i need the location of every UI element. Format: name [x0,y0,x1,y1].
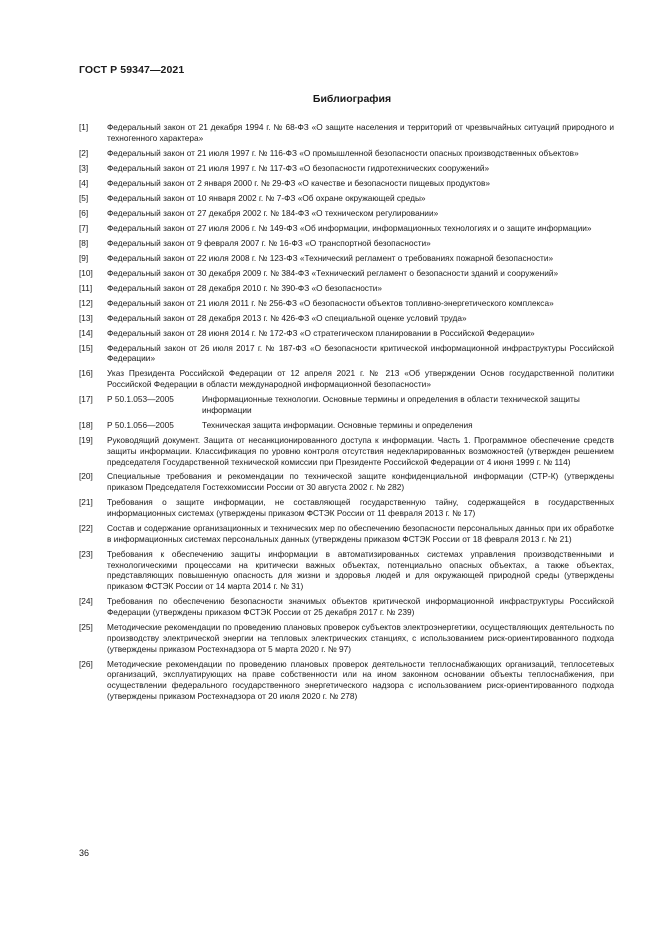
reference-number: [17] [79,394,93,405]
bibliography-item [79,471,614,493]
reference-text: Федеральный закон от 21 июля 1997 г. № 117-ФЗ «О безопасности гидротехнических сооружений» [107,162,490,173]
reference-text: Федеральный закон от 28 декабря 2013 г. № 426-ФЗ «О специальной оценке условий труда» [107,312,467,323]
bibliography-item [79,435,614,467]
reference-number: [8] [79,237,89,248]
bibliography-item [79,268,614,279]
bibliography-item [79,298,614,309]
reference-text: Техническая защита информации. Основные термины и определения [202,419,473,430]
reference-text: Федеральный закон от 10 января 2002 г. № 7-ФЗ «Об охране окружающей среды» [107,192,426,203]
reference-text: Требования о защите информации, не составляющей государственную тайну, содержащейся в государственных информационных системах (утверждены приказом ФСТЭК России от 11 февраля 2013 г. № 17) [107,497,614,519]
reference-text: Федеральный закон от 9 февраля 2007 г. № 16-ФЗ «О транспортной безопасности» [107,237,431,248]
reference-number: [5] [79,192,89,203]
reference-text: Методические рекомендации по проведению плановых проверок деятельности теплоснабжающих организаций, теплосетевых организаций, эксплуатирующих на праве собственности или на ином законном основании объекты теплоснабжения, при осуществлении федерального государственного энергетического надзора с использованием риск-ориентированного подхода (утверждены приказом Ростехнадзора от 20 июля 2020 г. № 278) [107,658,614,701]
reference-number: [25] [79,621,93,632]
bibliography-item [79,343,614,365]
reference-number: [6] [79,207,89,218]
reference-text: Специальные требования и рекомендации по технической защите конфиденциальной информации (СТР-К) (утверждены приказом Председателя Гостехкомиссии России от 30 августа 2002 г. № 282) [107,471,614,493]
bibliography-item [79,420,614,431]
reference-text: Федеральный закон от 21 июля 1997 г. № 116-ФЗ «О промышленной безопасности опасных производственных объектов» [107,147,579,158]
reference-text: Федеральный закон от 22 июля 2008 г. № 123-ФЗ «Технический регламент о требованиях пожарной безопасности» [107,252,554,263]
bibliography-item [79,148,614,159]
bibliography-item [79,313,614,324]
bibliography-item [79,122,614,144]
reference-text: Методические рекомендации по проведению плановых проверок субъектов электроэнергетики, осуществляющих деятельность по производству электрической энергии на тепловых электрических станциях, с использованием риск-ориентированного подхода (утверждены приказом Ростехнадзора от 5 марта 2020 г. № 97) [107,621,614,654]
reference-text: Федеральный закон от 26 июля 2017 г. № 187-ФЗ «О безопасности критической информационной инфраструктуры Российской Федерации» [107,342,614,364]
bibliography-item [79,193,614,204]
reference-text: Требования по обеспечению безопасности значимых объектов критической информационной инфраструктуры Российской Федерации (утверждены приказом ФСТЭК России от 25 декабря 2017 г. № 239) [107,596,614,617]
bibliography-item [79,596,614,618]
bibliography-item [79,328,614,339]
reference-number: [12] [79,297,93,308]
reference-number: [13] [79,312,93,323]
reference-number: [20] [79,471,93,482]
reference-text: Информационные технологии. Основные термины и определения в области технической защиты информации [202,394,580,415]
reference-number: [9] [79,252,89,263]
reference-number: [22] [79,523,93,534]
reference-code: Р 50.1.056—2005 [107,419,174,430]
section-title: Библиография [312,93,392,105]
reference-number: [3] [79,162,89,173]
reference-number: [18] [79,419,93,430]
reference-text: Федеральный закон от 30 декабря 2009 г. № 384-ФЗ «Технический регламент о безопасности зданий и сооружений» [107,267,559,278]
bibliography-item [79,622,614,654]
reference-text: Федеральный закон от 21 июля 2011 г. № 256-ФЗ «О безопасности объектов топливно-энергетического комплекса» [107,297,554,308]
reference-text: Федеральный закон от 28 декабря 2010 г. № 390-ФЗ «О безопасности» [107,282,382,293]
reference-number: [24] [79,596,93,607]
reference-number: [11] [79,282,93,293]
reference-text: Федеральный закон от 28 июня 2014 г. № 172-ФЗ «О стратегическом планировании в Российской Федерации» [107,327,535,338]
bibliography-list [79,122,614,706]
reference-text: Федеральный закон от 2 января 2000 г. № 29-ФЗ «О качестве и безопасности пищевых продуктов» [107,177,491,188]
bibliography-item [79,253,614,264]
reference-number: [14] [79,327,93,338]
page-number: 36 [79,848,90,858]
reference-number: [19] [79,434,93,445]
bibliography-item [79,368,614,390]
reference-text: Федеральный закон от 21 декабря 1994 г. № 68-ФЗ «О защите населения и территорий от чрезвычайных ситуаций природного и техногенного характера» [107,122,614,143]
bibliography-item [79,523,614,545]
bibliography-item [79,283,614,294]
reference-text: Федеральный закон от 27 декабря 2002 г. № 184-ФЗ «О техническом регулировании» [107,207,439,218]
reference-number: [7] [79,222,89,233]
bibliography-item [79,208,614,219]
reference-text: Руководящий документ. Защита от несанкционированного доступа к информации. Часть 1. Программное обеспечение средств защиты информации. Классификация по уровню контроля отсутствия недекларированных возможностей (утвержден решением председателя Государственной технической комиссии при Президенте Российской Федерации от 4 июня 1999 г. № 114) [107,434,614,467]
document-header: ГОСТ Р 59347—2021 [79,64,185,76]
reference-number: [2] [79,147,89,158]
bibliography-item [79,238,614,249]
reference-text: Федеральный закон от 27 июля 2006 г. № 149-ФЗ «Об информации, информационных технологиях и о защите информации» [107,222,592,233]
reference-number: [23] [79,548,93,559]
reference-text: Указ Президента Российской Федерации от 12 апреля 2021 г. № 213 «Об утверждении Основ государственной политики Российской Федерации в области международной информационной безопасности» [107,368,614,390]
reference-text: Состав и содержание организационных и технических мер по обеспечению безопасности персональных данных при их обработке в информационных системах персональных данных (утверждены приказом ФСТЭК России от 18 февраля 2013 г. № 21) [107,523,614,544]
reference-number: [1] [79,122,89,132]
bibliography-item [79,394,614,416]
bibliography-item [79,659,614,702]
reference-number: [4] [79,177,89,188]
reference-number: [21] [79,497,93,508]
reference-text: Требования к обеспечению защиты информации в автоматизированных системах управления производственными и технологическими процессами на критически важных объектах, потенциально опасных объектах, а также объектах, представляющих повышенную опасность для жизни и здоровья людей и для окружающей природной среды (утверждены приказом ФСТЭК России от 14 марта 2014 г. № 31) [107,548,614,592]
reference-number: [10] [79,267,93,278]
bibliography-item [79,223,614,234]
reference-number: [26] [79,658,93,669]
bibliography-item [79,549,614,592]
reference-number: [16] [79,368,93,379]
bibliography-item [79,497,614,519]
bibliography-item [79,178,614,189]
reference-number: [15] [79,342,93,353]
bibliography-item [79,163,614,174]
reference-code: Р 50.1.053—2005 [107,394,174,405]
